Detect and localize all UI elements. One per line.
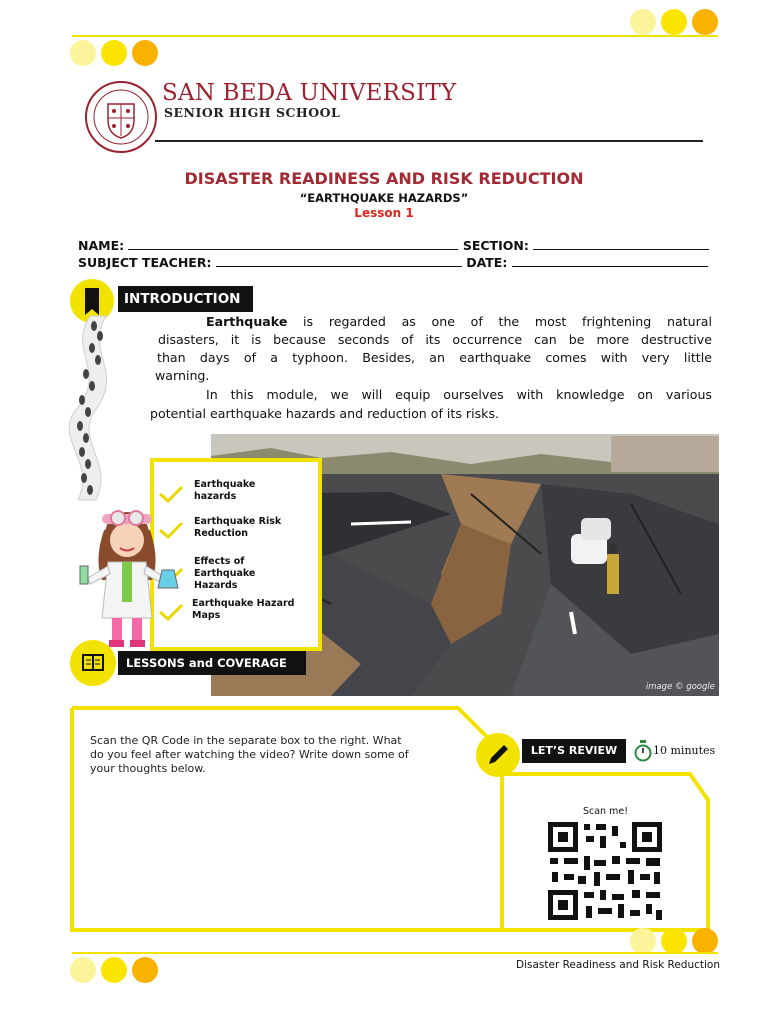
earthquake-term: Earthquake (206, 314, 288, 329)
intro-paragraph-1-line-1 (206, 313, 712, 332)
decor-dot (692, 9, 718, 35)
time-allotment: 10 minutes (653, 744, 716, 757)
decor-dot (70, 957, 96, 983)
qr-code[interactable] (548, 822, 662, 920)
intro-paragraph-1-line-4: warning. (155, 368, 210, 383)
decor-dot (132, 40, 158, 66)
intro-paragraph-2-line-1: In this module, we will equip ourselves with knowledge on various (206, 387, 712, 402)
name-field[interactable] (128, 237, 458, 250)
date-label: DATE: (466, 255, 508, 270)
decor-dot (132, 957, 158, 983)
footprints-trail-icon (56, 312, 136, 502)
decor-dot (101, 40, 127, 66)
lets-review-heading: LET’S REVIEW (522, 739, 626, 763)
coverage-item: Earthquake Risk Reduction (194, 516, 282, 539)
footer-text: Disaster Readiness and Risk Reduction (516, 959, 720, 971)
intro-paragraph-2-line-2: potential earthquake hazards and reduction of its risks. (150, 406, 500, 421)
decor-dot (692, 928, 718, 954)
introduction-heading: INTRODUCTION (118, 286, 253, 312)
university-name: SAN BEDA UNIVERSITY (162, 80, 457, 106)
coverage-item: Earthquake hazards (194, 479, 256, 502)
date-field[interactable] (512, 254, 708, 267)
teacher-label: SUBJECT TEACHER: (78, 255, 212, 270)
footer-rule (72, 952, 718, 954)
header-rule (72, 35, 718, 37)
lesson-label: Lesson 1 (354, 206, 414, 220)
intro-paragraph-1-line-2: disasters, it is because seconds of its occurrence can be more destructive (158, 332, 712, 347)
intro-text: is regarded as one of the most frightening natural (287, 314, 712, 329)
document-title: DISASTER READINESS AND RISK REDUCTION (184, 169, 584, 188)
review-instructions: Scan the QR Code in the separate box to the right. What do you feel after watching the video? Write down some of your thoughts below. (90, 734, 409, 775)
photo-credit: image © google (645, 682, 715, 692)
decor-dot (661, 9, 687, 35)
stopwatch-icon (634, 740, 652, 762)
coverage-item: Earthquake Hazard Maps (192, 598, 295, 621)
coverage-item: Effects of Earthquake Hazards (194, 556, 256, 591)
scan-me-label: Scan me! (582, 806, 629, 817)
header-divider (155, 140, 703, 142)
decor-dot (70, 40, 96, 66)
name-label: NAME: (78, 238, 125, 253)
university-seal-icon (84, 80, 158, 154)
intro-paragraph-1-line-3: than days of a typhoon. Besides, an earthquake comes with very little (157, 350, 712, 365)
decor-dot (630, 928, 656, 954)
teacher-field[interactable] (216, 254, 462, 267)
name-section-row (78, 237, 718, 253)
scientist-girl-icon (74, 500, 180, 650)
teacher-date-row (78, 254, 718, 270)
section-field[interactable] (533, 237, 709, 250)
decor-dot (101, 957, 127, 983)
document-subtitle: “EARTHQUAKE HAZARDS” (299, 191, 469, 205)
section-label: SECTION: (462, 238, 529, 253)
pencil-icon (476, 733, 520, 777)
book-icon (70, 640, 116, 686)
decor-dot (661, 928, 687, 954)
lessons-coverage-heading: LESSONS and COVERAGE (118, 651, 306, 675)
school-name: SENIOR HIGH SCHOOL (164, 105, 341, 120)
decor-dot (630, 9, 656, 35)
